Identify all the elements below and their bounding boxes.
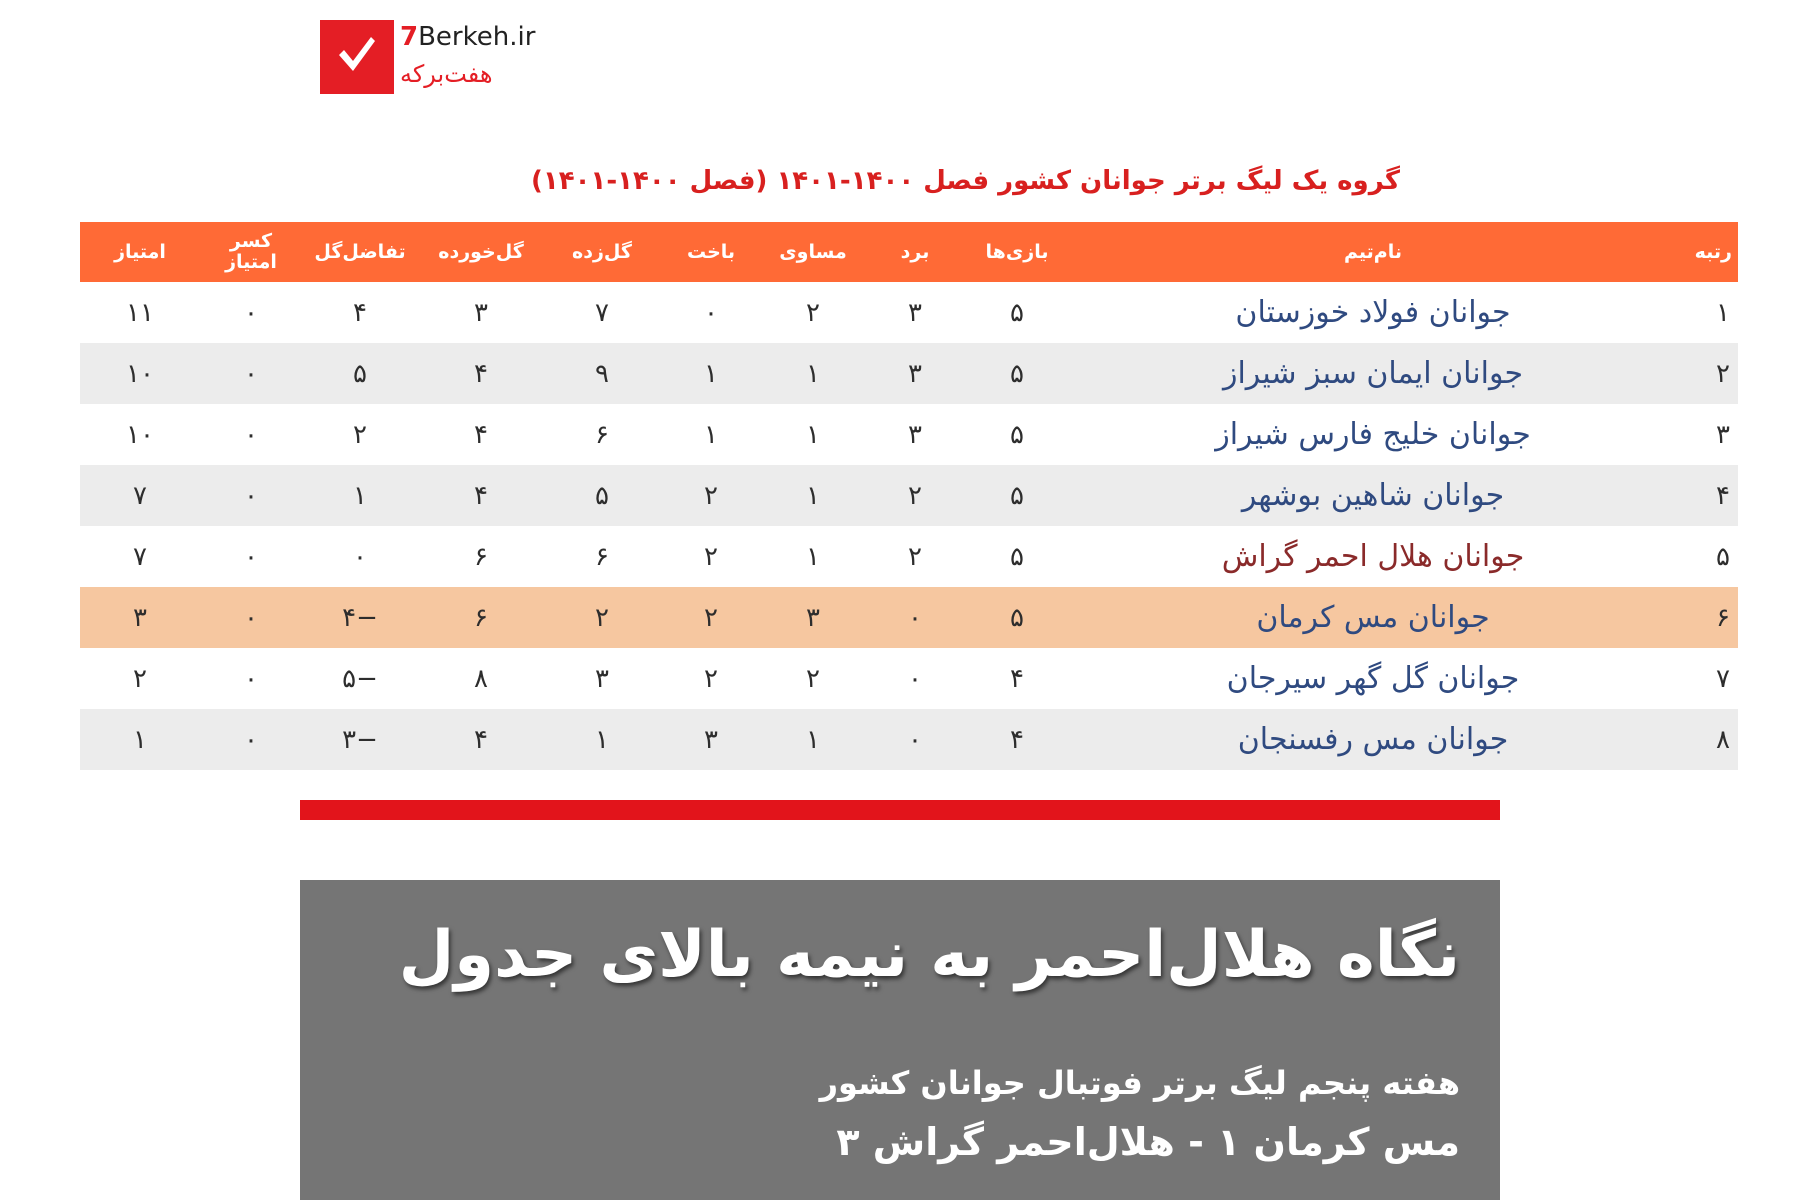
match-result: مس کرمان ۱ - هلال‌احمر گراش ۳ bbox=[836, 1120, 1460, 1164]
cell-rank: ۱ bbox=[1678, 282, 1738, 343]
cell-team: جوانان مس کرمان bbox=[1068, 587, 1678, 648]
cell-goal-difference: ۱ bbox=[302, 465, 418, 526]
cell-points: ۱۱ bbox=[80, 282, 200, 343]
cell-deduction: ۰ bbox=[200, 648, 302, 709]
checkmark-icon bbox=[331, 31, 383, 83]
table-row bbox=[80, 343, 1738, 404]
cell-lost: ۲ bbox=[660, 648, 762, 709]
table-row bbox=[80, 526, 1738, 587]
cell-points: ۷ bbox=[80, 526, 200, 587]
cell-played: ۵ bbox=[966, 587, 1068, 648]
cell-lost: ۱ bbox=[660, 343, 762, 404]
cell-goals-for: ۷ bbox=[544, 282, 660, 343]
cell-points: ۷ bbox=[80, 465, 200, 526]
cell-deduction: ۰ bbox=[200, 343, 302, 404]
header-goals-for: گل‌زده bbox=[544, 222, 660, 282]
cell-drawn: ۱ bbox=[762, 343, 864, 404]
standings-table bbox=[80, 222, 1738, 770]
cell-drawn: ۱ bbox=[762, 404, 864, 465]
cell-rank: ۶ bbox=[1678, 587, 1738, 648]
red-divider-bar bbox=[300, 800, 1500, 820]
header-team: نام‌تیم bbox=[1068, 222, 1678, 282]
table-row bbox=[80, 648, 1738, 709]
cell-won: ۰ bbox=[864, 587, 966, 648]
logo-site-name-fa: هفت‌برکه bbox=[400, 60, 493, 88]
cell-goal-difference: ۰ bbox=[302, 526, 418, 587]
cell-played: ۵ bbox=[966, 404, 1068, 465]
cell-rank: ۴ bbox=[1678, 465, 1738, 526]
cell-drawn: ۱ bbox=[762, 709, 864, 770]
cell-goals-against: ۴ bbox=[418, 465, 544, 526]
cell-goals-for: ۶ bbox=[544, 526, 660, 587]
cell-won: ۲ bbox=[864, 526, 966, 587]
cell-lost: ۳ bbox=[660, 709, 762, 770]
cell-rank: ۳ bbox=[1678, 404, 1738, 465]
table-row bbox=[80, 465, 1738, 526]
cell-team: جوانان هلال احمر گراش bbox=[1068, 526, 1678, 587]
cell-won: ۰ bbox=[864, 648, 966, 709]
cell-goals-against: ۴ bbox=[418, 404, 544, 465]
cell-deduction: ۰ bbox=[200, 404, 302, 465]
cell-goals-for: ۳ bbox=[544, 648, 660, 709]
cell-goal-difference: −۴ bbox=[302, 587, 418, 648]
subheadline: هفته پنجم لیگ برتر فوتبال جوانان کشور bbox=[819, 1064, 1460, 1102]
cell-lost: ۲ bbox=[660, 587, 762, 648]
cell-goal-difference: ۴ bbox=[302, 282, 418, 343]
cell-rank: ۲ bbox=[1678, 343, 1738, 404]
header-deduction: کسر امتیاز bbox=[200, 222, 302, 282]
header-goal-difference: تفاضل‌گل bbox=[302, 222, 418, 282]
cell-goal-difference: −۵ bbox=[302, 648, 418, 709]
cell-points: ۱ bbox=[80, 709, 200, 770]
header-goals-against: گل‌خورده bbox=[418, 222, 544, 282]
checkmark-logo-icon bbox=[320, 20, 394, 94]
cell-played: ۵ bbox=[966, 282, 1068, 343]
cell-won: ۳ bbox=[864, 343, 966, 404]
cell-goal-difference: −۳ bbox=[302, 709, 418, 770]
cell-rank: ۷ bbox=[1678, 648, 1738, 709]
table-row bbox=[80, 404, 1738, 465]
cell-team: جوانان گل گهر سیرجان bbox=[1068, 648, 1678, 709]
cell-lost: ۲ bbox=[660, 526, 762, 587]
cell-goals-for: ۶ bbox=[544, 404, 660, 465]
cell-goals-for: ۵ bbox=[544, 465, 660, 526]
cell-lost: ۰ bbox=[660, 282, 762, 343]
table-row bbox=[80, 709, 1738, 770]
cell-rank: ۵ bbox=[1678, 526, 1738, 587]
cell-goal-difference: ۵ bbox=[302, 343, 418, 404]
cell-goal-difference: ۲ bbox=[302, 404, 418, 465]
header-drawn: مساوی bbox=[762, 222, 864, 282]
cell-rank: ۸ bbox=[1678, 709, 1738, 770]
cell-played: ۵ bbox=[966, 526, 1068, 587]
cell-goals-against: ۶ bbox=[418, 526, 544, 587]
cell-won: ۰ bbox=[864, 709, 966, 770]
cell-goals-against: ۴ bbox=[418, 343, 544, 404]
cell-lost: ۱ bbox=[660, 404, 762, 465]
table-header-row bbox=[80, 222, 1738, 282]
header-lost: باخت bbox=[660, 222, 762, 282]
table-title: گروه یک لیگ برتر جوانان کشور فصل ۱۴۰۰-۱۴۰۱ (فصل ۱۴۰۰-۱۴۰۱) bbox=[530, 166, 1400, 196]
cell-drawn: ۲ bbox=[762, 648, 864, 709]
header-won: برد bbox=[864, 222, 966, 282]
cell-goals-for: ۱ bbox=[544, 709, 660, 770]
cell-won: ۲ bbox=[864, 465, 966, 526]
cell-deduction: ۰ bbox=[200, 526, 302, 587]
cell-drawn: ۲ bbox=[762, 282, 864, 343]
cell-goals-against: ۳ bbox=[418, 282, 544, 343]
cell-lost: ۲ bbox=[660, 465, 762, 526]
cell-goals-for: ۲ bbox=[544, 587, 660, 648]
cell-won: ۳ bbox=[864, 282, 966, 343]
cell-team: جوانان خلیج فارس شیراز bbox=[1068, 404, 1678, 465]
cell-points: ۱۰ bbox=[80, 343, 200, 404]
header-played: بازی‌ها bbox=[966, 222, 1068, 282]
cell-played: ۵ bbox=[966, 465, 1068, 526]
table-row-highlighted bbox=[80, 587, 1738, 648]
cell-points: ۱۰ bbox=[80, 404, 200, 465]
cell-goals-against: ۸ bbox=[418, 648, 544, 709]
cell-deduction: ۰ bbox=[200, 587, 302, 648]
cell-team: جوانان شاهین بوشهر bbox=[1068, 465, 1678, 526]
cell-drawn: ۳ bbox=[762, 587, 864, 648]
header-rank: رتبه bbox=[1678, 222, 1738, 282]
cell-deduction: ۰ bbox=[200, 465, 302, 526]
cell-won: ۳ bbox=[864, 404, 966, 465]
cell-played: ۵ bbox=[966, 343, 1068, 404]
cell-goals-against: ۴ bbox=[418, 709, 544, 770]
headline: نگاه هلال‌احمر به نیمه بالای جدول bbox=[398, 918, 1460, 992]
cell-drawn: ۱ bbox=[762, 526, 864, 587]
cell-deduction: ۰ bbox=[200, 282, 302, 343]
cell-goals-for: ۹ bbox=[544, 343, 660, 404]
cell-drawn: ۱ bbox=[762, 465, 864, 526]
cell-points: ۲ bbox=[80, 648, 200, 709]
cell-team: جوانان فولاد خوزستان bbox=[1068, 282, 1678, 343]
headline-panel bbox=[300, 880, 1500, 1200]
cell-points: ۳ bbox=[80, 587, 200, 648]
cell-deduction: ۰ bbox=[200, 709, 302, 770]
cell-team: جوانان ایمان سبز شیراز bbox=[1068, 343, 1678, 404]
cell-played: ۴ bbox=[966, 709, 1068, 770]
cell-goals-against: ۶ bbox=[418, 587, 544, 648]
cell-played: ۴ bbox=[966, 648, 1068, 709]
logo-site-name: 7Berkeh.ir bbox=[400, 22, 536, 52]
header-points: امتیاز bbox=[80, 222, 200, 282]
table-row bbox=[80, 282, 1738, 343]
cell-team: جوانان مس رفسنجان bbox=[1068, 709, 1678, 770]
